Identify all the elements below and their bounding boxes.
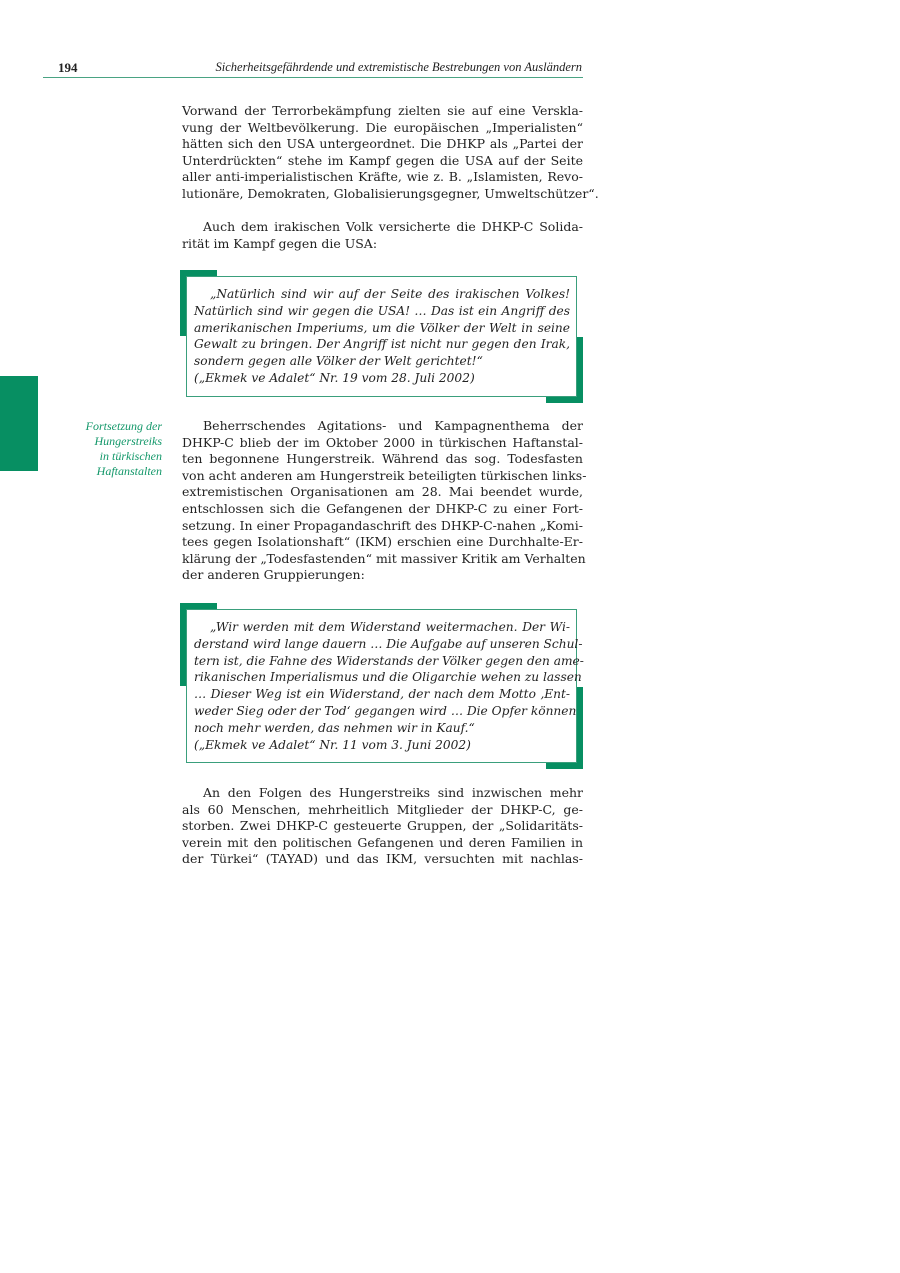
- margin-note-line: Fortsetzung der: [85, 419, 162, 433]
- text-line: hätten sich den USA untergeordnet. Die DHKP als „Partei der: [182, 136, 583, 152]
- text-line: An den Folgen des Hungerstreiks sind inzwischen mehr: [203, 785, 583, 800]
- quote-line: Natürlich sind wir gegen die USA! … Das ist ein Angriff des: [194, 303, 570, 318]
- text-line: der Türkei“ (TAYAD) und das IKM, versuchten mit nachlas-: [182, 851, 583, 867]
- text-line: setzung. In einer Propagandaschrift des DHKP-C-nahen „Komi-: [182, 517, 583, 533]
- text-line: storben. Zwei DHKP-C gesteuerte Gruppen, der „Solidaritäts-: [182, 818, 583, 834]
- text-line: entschlossen sich die Gefangenen der DHKP-C zu einer Fort-: [182, 500, 583, 516]
- body-paragraph: [182, 418, 587, 584]
- body-paragraph: [182, 219, 583, 252]
- chapter-tab-marker: [0, 376, 38, 471]
- quote-line: tern ist, die Fahne des Widerstands der Völker gegen den ame-: [194, 653, 584, 668]
- margin-note-line: in türkischen: [99, 449, 162, 463]
- quote-accent: [546, 763, 583, 769]
- quote-accent: [546, 397, 583, 403]
- page-number: 194: [58, 60, 78, 75]
- quote-line: sondern gegen alle Völker der Welt gerichtet!“: [194, 354, 483, 369]
- text-line: tees gegen Isolationshaft“ (IKM) erschien eine Durchhalte-Er-: [182, 534, 583, 550]
- quote-source: („Ekmek ve Adalet“ Nr. 11 vom 3. Juni 2002): [194, 737, 471, 752]
- text-line: vung der Weltbevölkerung. Die europäischen „Imperialisten“: [182, 119, 583, 135]
- running-title: Sicherheitsgefährdende und extremistische Bestrebungen von Ausländern: [215, 60, 582, 74]
- text-line: Auch dem irakischen Volk versicherte die DHKP-C Solida-: [203, 219, 583, 234]
- quote-text: [186, 609, 584, 763]
- text-line: ten begonnene Hungerstreik. Während das sog. Todesfasten: [182, 451, 583, 467]
- margin-note: [64, 419, 162, 479]
- quote-source: („Ekmek ve Adalet“ Nr. 19 vom 28. Juli 2002): [194, 370, 475, 385]
- margin-note-line: Hungerstreiks: [94, 434, 162, 448]
- text-line: aller anti-imperialistischen Kräfte, wie z. B. „Islamisten, Revo-: [182, 169, 583, 185]
- text-line: klärung der „Todesfastenden“ mit massiver Kritik am Verhalten: [182, 550, 586, 566]
- text-line: als 60 Menschen, mehrheitlich Mitglieder der DHKP-C, ge-: [182, 801, 583, 817]
- quote-line: Gewalt zu bringen. Der Angriff ist nicht nur gegen den Irak,: [194, 337, 570, 352]
- quote-line: rikanischen Imperialismus und die Oligarchie wehen zu lassen: [194, 670, 582, 685]
- quote-line: „Natürlich sind wir auf der Seite des irakischen Volkes!: [210, 287, 570, 301]
- text-line: verein mit den politischen Gefangenen und deren Familien in: [182, 834, 583, 850]
- quote-line: „Wir werden mit dem Widerstand weitermachen. Der Wi-: [210, 620, 570, 634]
- text-line: lutionäre, Demokraten, Globalisierungsgegner, Umweltschützer“.: [182, 185, 599, 201]
- body-paragraph: [182, 785, 583, 868]
- page-header: [43, 59, 583, 78]
- text-line: Vorwand der Terrorbekämpfung zielten sie auf eine Verskla-: [182, 103, 583, 118]
- text-line: rität im Kampf gegen die USA:: [182, 235, 378, 251]
- text-line: der anderen Gruppierungen:: [182, 567, 365, 583]
- quote-box: [180, 270, 583, 403]
- quote-line: noch mehr werden, das nehmen wir in Kauf.“: [194, 720, 475, 735]
- text-line: von acht anderen am Hungerstreik beteiligten türkischen links-: [182, 467, 587, 483]
- quote-accent: [576, 687, 583, 769]
- margin-note-line: Haftanstalten: [96, 464, 162, 478]
- quote-line: weder Sieg oder der Tod‘ gegangen wird … Die Opfer können: [194, 703, 577, 718]
- text-line: DHKP-C blieb der im Oktober 2000 in türkischen Haftanstal-: [182, 434, 583, 450]
- quote-line: derstand wird lange dauern … Die Aufgabe auf unseren Schul-: [194, 636, 583, 651]
- quote-line: … Dieser Weg ist ein Widerstand, der nach dem Motto ‚Ent-: [194, 687, 570, 702]
- quote-box: [180, 603, 583, 769]
- quote-text: [186, 276, 577, 397]
- quote-line: amerikanischen Imperiums, um die Völker der Welt in seine: [194, 320, 570, 335]
- quote-accent: [576, 337, 583, 403]
- text-line: Beherrschendes Agitations- und Kampagnenthema der: [203, 418, 583, 433]
- text-line: extremistischen Organisationen am 28. Mai beendet wurde,: [182, 484, 583, 500]
- body-paragraph: [182, 103, 599, 203]
- text-line: Unterdrückten“ stehe im Kampf gegen die USA auf der Seite: [182, 152, 583, 168]
